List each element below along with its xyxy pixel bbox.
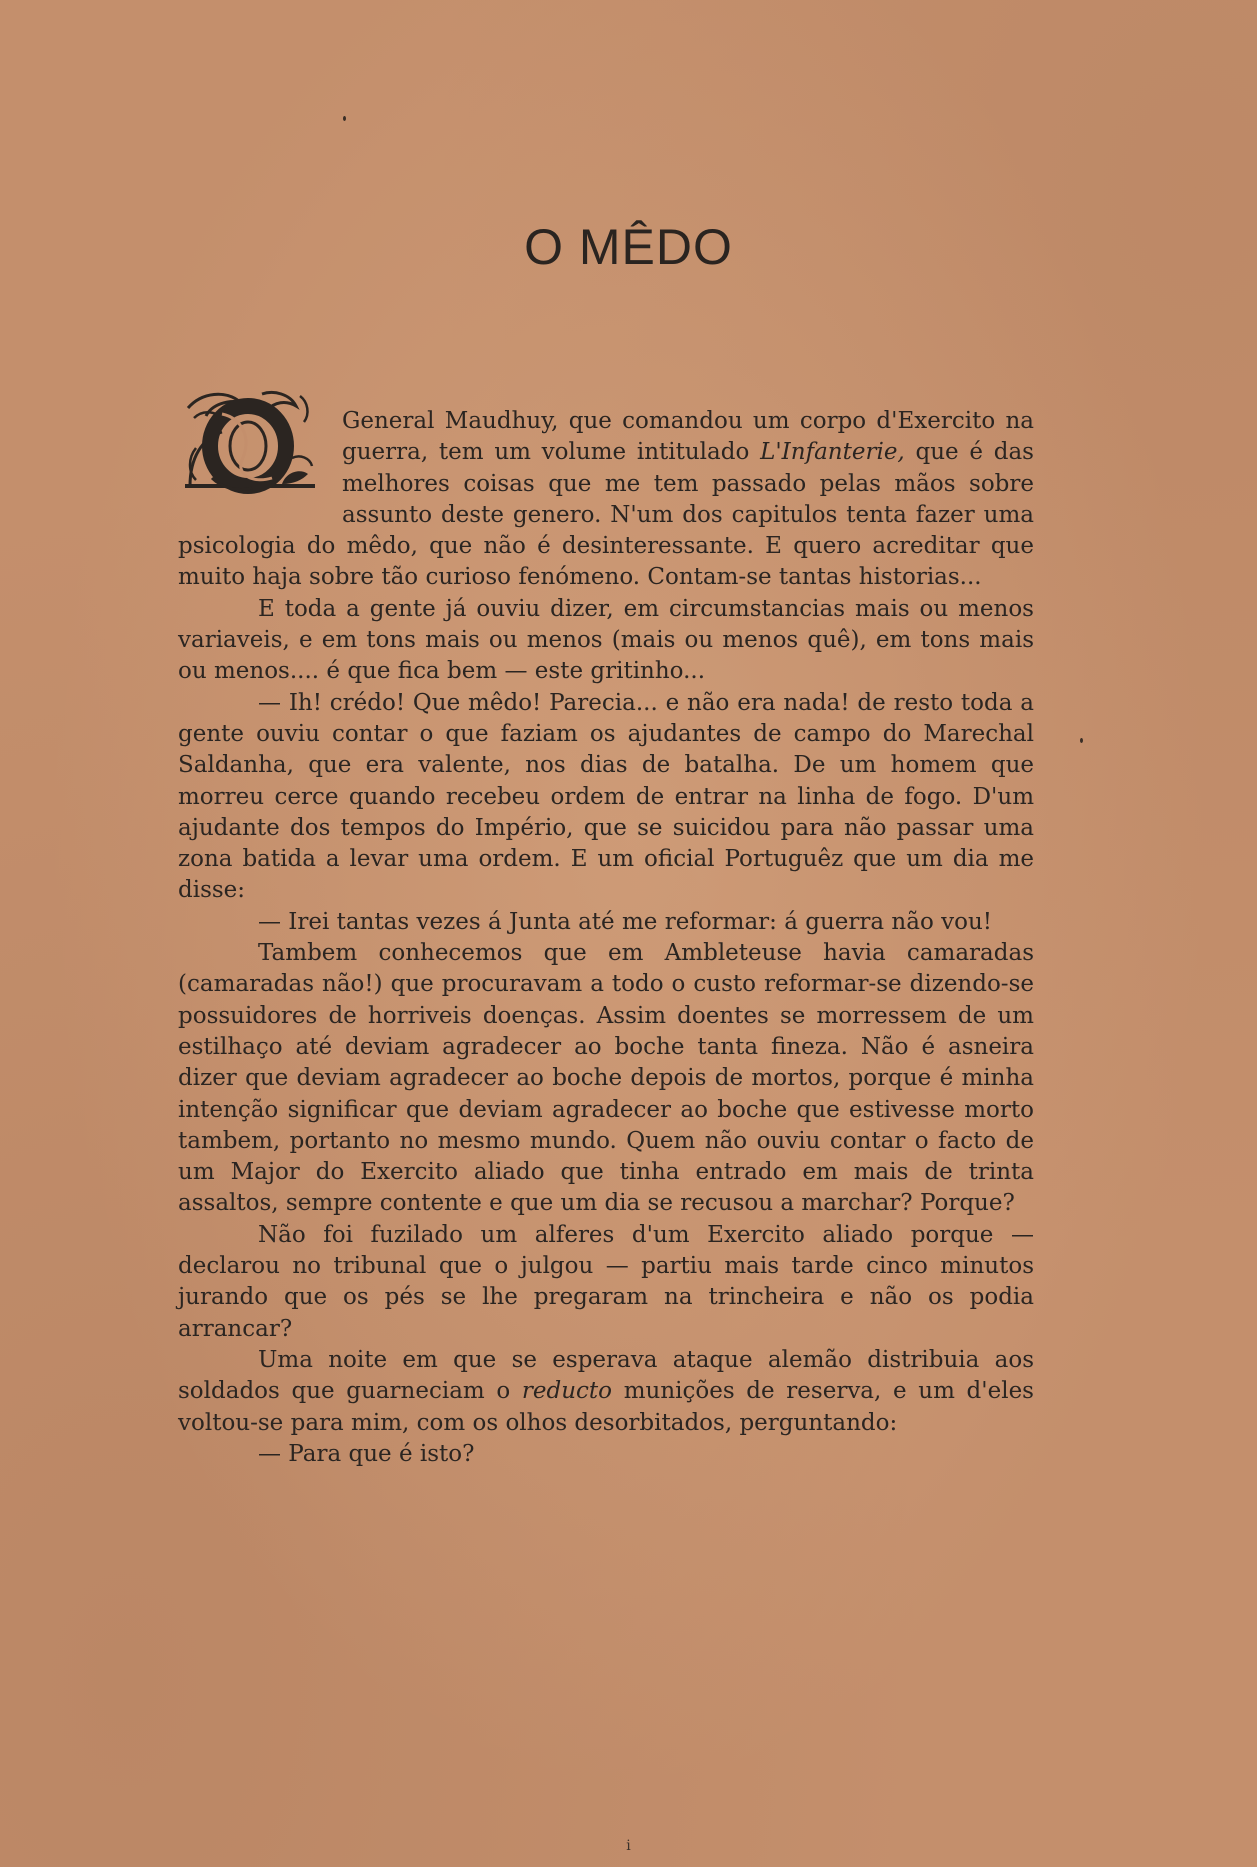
ink-speck-icon	[343, 116, 346, 121]
paragraph-3: — Ih! crédo! Que mêdo! Parecia... e não era nada! de resto toda a gente ouviu contar o que faziam os ajudantes de campo do Marechal Saldanha, que era valente, nos dias de batalha. De um homem que morreu cerce quando recebeu ordem de entrar na linha de fogo. D'um ajudante dos tempos do Império, que se suicidou para não passar uma zona batida a levar uma ordem. E um oficial Portuguêz que um dia me disse:	[178, 689, 1034, 904]
paragraph-4: — Irei tantas vezes á Junta até me reformar: á guerra não vou!	[258, 908, 993, 935]
paragraph-7-text-a: Uma noite em que se esperava ataque alemão distribuia aos soldados que guarneciam o	[178, 1346, 1034, 1405]
paragraph-2: E toda a gente já ouviu dizer, em circumstancias mais ou menos variaveis, e em tons mais ou menos (mais ou menos quê), em tons mais ou menos.... é que fica bem — este gritinho...	[178, 595, 1034, 685]
ornamental-dropcap-o-icon	[182, 388, 320, 510]
body-text	[178, 406, 1034, 1470]
paragraph-5: Tambem conhecemos que em Ambleteuse havia camaradas (camaradas não!) que procuravam a todo o custo reformar-se dizendo-se possuidores de horriveis doenças. Assim doentes se morressem de um estilhaço até deviam agradecer ao boche tanta fineza. Não é asneira dizer que deviam agradecer ao boche depois de mortos, porque é minha intenção significar que deviam agradecer ao boche que estivesse morto tambem, portanto no mesmo mundo. Quem não ouviu contar o facto de um Major do Exercito aliado que tinha entrado em mais de trinta assaltos, sempre contente e que um dia se recusou a marchar? Porque?	[178, 940, 1034, 1217]
intro-text-a: General Maudhuy, que comandou um corpo d'Exercito na guerra, tem um volume intitulado	[342, 408, 1034, 466]
page-number: i	[626, 1838, 631, 1854]
paragraph-7-text-b: munições de reserva, e um d'eles voltou-se para mim, com os olhos desorbitados, perguntando:	[178, 1378, 1034, 1436]
intro-text-b: que é das melhores coisas que me tem passado pelas mãos sobre assunto deste genero. N'um dos capitulos tenta fazer uma psicologia do mêdo, que não é desinteressante. E quero acreditar que muito haja sobre tão curioso fenómeno. Contam-se tantas historias...	[178, 439, 1034, 591]
reducto-italic: reducto	[521, 1378, 613, 1405]
paragraph-intro	[178, 406, 1034, 594]
book-title-italic: L'Infanterie,	[760, 439, 905, 466]
paragraph-8: — Para que é isto?	[258, 1440, 475, 1467]
paragraph-7	[178, 1345, 1034, 1439]
paragraph-6: Não foi fuzilado um alferes d'um Exercito aliado porque — declarou no tribunal que o julgou — partiu mais tarde cinco minutos jurando que os pés se lhe pregaram na trincheira e não os podia arrancar?	[178, 1221, 1034, 1342]
ink-speck-icon	[1080, 738, 1083, 743]
chapter-title: O MÊDO	[524, 219, 733, 275]
